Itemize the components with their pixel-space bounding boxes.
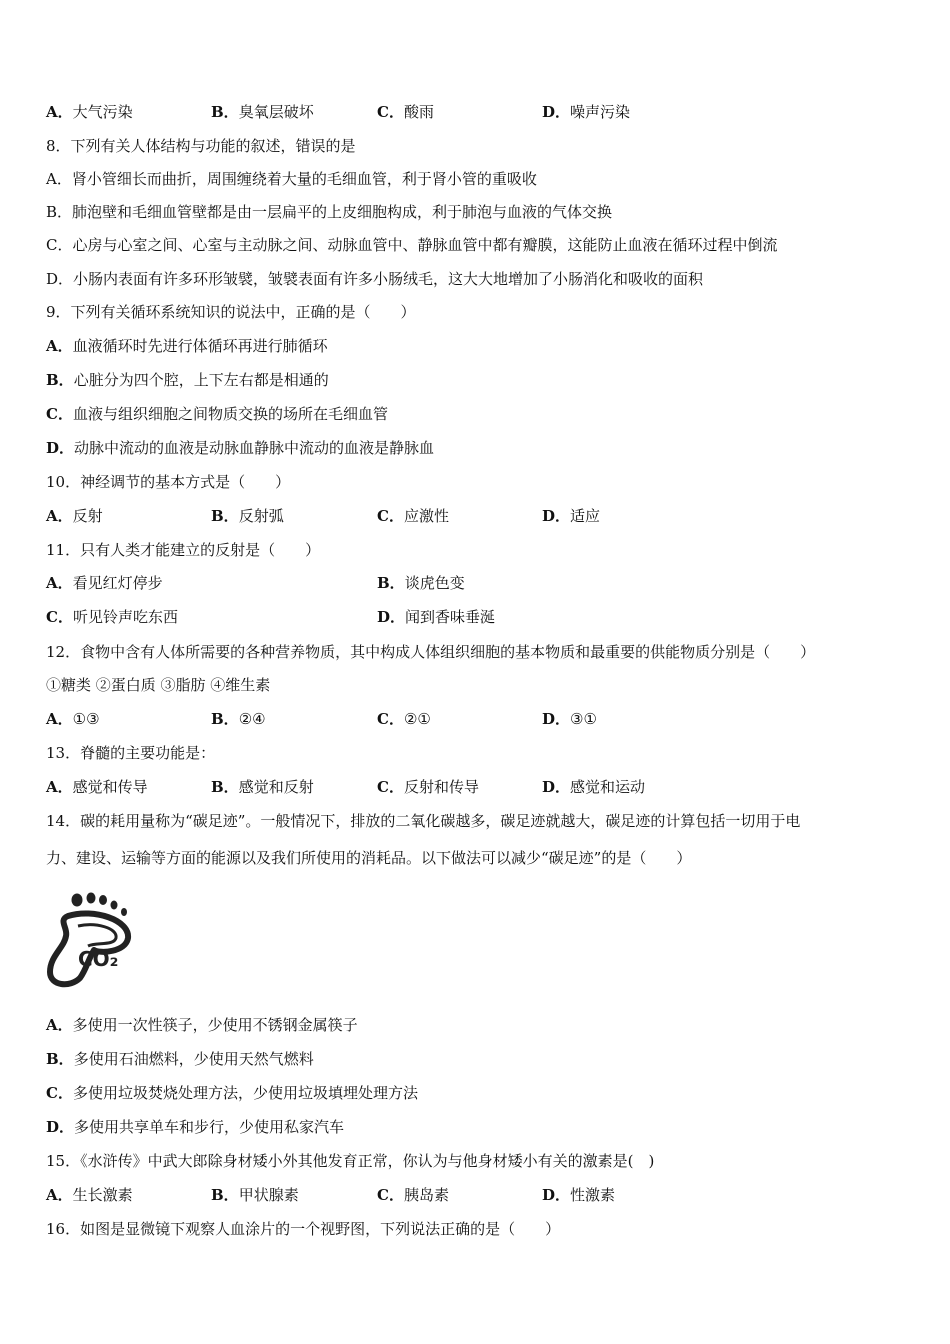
option-d: D．动脉中流动的血液是动脉血静脉中流动的血液是静脉血 — [46, 439, 435, 457]
option-b: B．谈虎色变 — [377, 574, 465, 592]
option-a: A．①③ — [46, 710, 100, 728]
option-a: A．多使用一次性筷子，少使用不锈钢金属筷子 — [46, 1016, 358, 1034]
question-10-stem: 10．神经调节的基本方式是（ ） — [46, 473, 291, 491]
option-c: C．应激性 — [377, 507, 449, 525]
option-a: A．感觉和传导 — [46, 778, 148, 796]
option-b: B．甲状腺素 — [211, 1186, 299, 1204]
question-12-items: ①糖类 ②蛋白质 ③脂肪 ④维生素 — [46, 676, 271, 694]
option-d: D．噪声污染 — [542, 103, 631, 121]
option-c: C．反射和传导 — [377, 778, 479, 796]
question-12-stem: 12．食物中含有人体所需要的各种营养物质，其中构成人体组织细胞的基本物质和最重要的供能物质分别是（ ） — [46, 643, 816, 661]
option-a: A．血液循环时先进行体循环再进行肺循环 — [46, 337, 328, 355]
question-13-stem: 13．脊髓的主要功能是： — [46, 744, 216, 762]
question-14-stem-cont: 力、建设、运输等方面的能源以及我们所使用的消耗品。以下做法可以减少“碳足迹”的是（ ） — [46, 849, 692, 867]
option-b: B．肺泡壁和毛细血管壁都是由一层扁平的上皮细胞构成，利于肺泡与血液的气体交换 — [46, 203, 613, 221]
option-b: B．多使用石油燃料，少使用天然气燃料 — [46, 1050, 314, 1068]
option-c: C．胰岛素 — [377, 1186, 449, 1204]
option-c: C．听见铃声吃东西 — [46, 608, 178, 626]
question-16-stem: 16．如图是显微镜下观察人血涂片的一个视野图，下列说法正确的是（ ） — [46, 1220, 561, 1238]
option-d: D．感觉和运动 — [542, 778, 646, 796]
carbon-footprint-icon — [44, 888, 136, 988]
option-c: C．心房与心室之间、心室与主动脉之间、动脉血管中、静脉血管中都有瓣膜，这能防止血液在循环过程中倒流 — [46, 236, 778, 254]
option-b: B．感觉和反射 — [211, 778, 314, 796]
question-15-stem: 15．《水浒传》中武大郎除身材矮小外其他发育正常，你认为与他身材矮小有关的激素是( ) — [46, 1152, 655, 1170]
question-9-stem: 9．下列有关循环系统知识的说法中，正确的是（ ） — [46, 303, 416, 321]
option-d: D．适应 — [542, 507, 601, 525]
option-b: B．臭氧层破坏 — [211, 103, 314, 121]
option-c: C．多使用垃圾焚烧处理方法，少使用垃圾填埋处理方法 — [46, 1084, 418, 1102]
question-14-stem: 14．碳的耗用量称为“碳足迹”。一般情况下，排放的二氧化碳越多，碳足迹就越大，碳足迹的计算包括一切用于电 — [46, 812, 801, 830]
option-c: C．②① — [377, 710, 431, 728]
option-b: B．心脏分为四个腔，上下左右都是相通的 — [46, 371, 329, 389]
question-8-stem: 8．下列有关人体结构与功能的叙述，错误的是 — [46, 137, 356, 155]
option-d: D．多使用共享单车和步行，少使用私家汽车 — [46, 1118, 345, 1136]
option-c: C．血液与组织细胞之间物质交换的场所在毛细血管 — [46, 405, 388, 423]
option-a: A．看见红灯停步 — [46, 574, 163, 592]
option-d: D．闻到香味垂涎 — [377, 608, 496, 626]
option-d: D．③① — [542, 710, 597, 728]
option-d: D．性激素 — [542, 1186, 616, 1204]
option-a: A．肾小管细长而曲折，周围缠绕着大量的毛细血管，利于肾小管的重吸收 — [46, 170, 537, 188]
option-c: C．酸雨 — [377, 103, 434, 121]
option-a: A．生长激素 — [46, 1186, 133, 1204]
option-a: A．反射 — [46, 507, 103, 525]
co2-text: CO₂ — [78, 947, 119, 971]
question-11-stem: 11．只有人类才能建立的反射是（ ） — [46, 541, 321, 559]
option-a: A．大气污染 — [46, 103, 133, 121]
option-d: D．小肠内表面有许多环形皱襞，皱襞表面有许多小肠绒毛，这大大地增加了小肠消化和吸收的面积 — [46, 270, 704, 288]
option-b: B．②④ — [211, 710, 266, 728]
option-b: B．反射弧 — [211, 507, 284, 525]
